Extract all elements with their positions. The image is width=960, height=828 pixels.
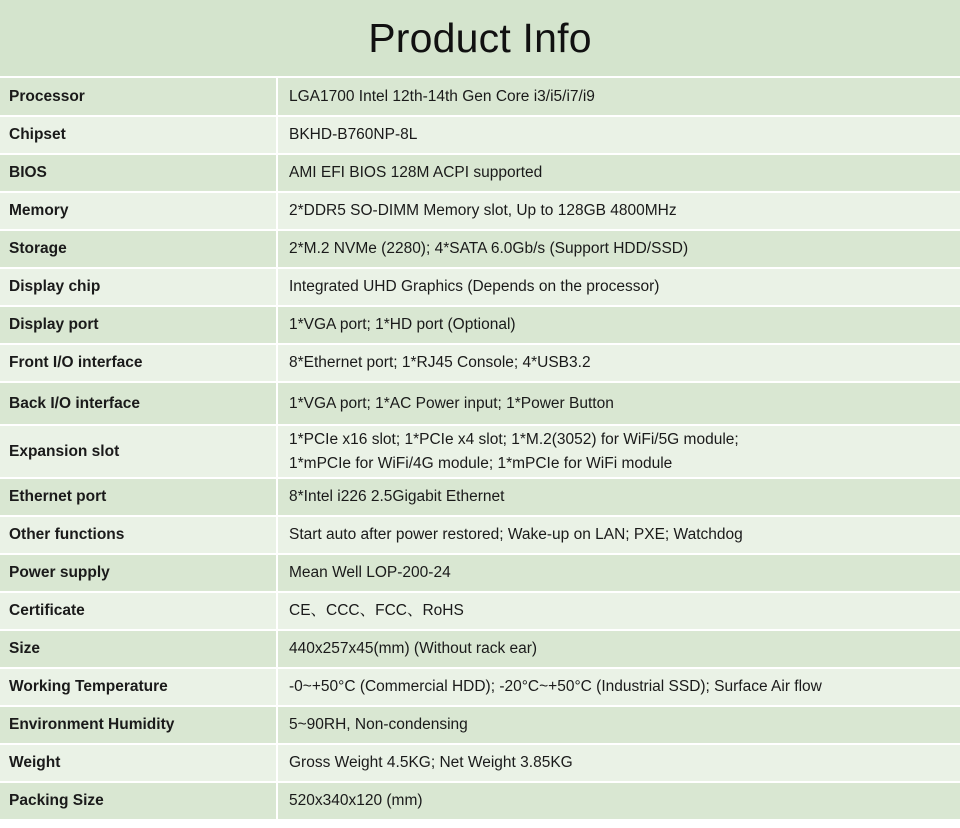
spec-value-display-port: 1*VGA port; 1*HD port (Optional) [277,306,960,344]
spec-label-display-port: Display port [0,306,277,344]
table-row [0,592,960,630]
spec-value-environment-humidity: 5~90RH, Non-condensing [277,706,960,744]
spec-value-expansion-slot [277,425,960,478]
spec-label-certificate: Certificate [0,592,277,630]
spec-label-processor: Processor [0,78,277,116]
table-row [0,382,960,425]
spec-value-processor: LGA1700 Intel 12th-14th Gen Core i3/i5/i7/i9 [277,78,960,116]
spec-value-weight: Gross Weight 4.5KG; Net Weight 3.85KG [277,744,960,782]
table-row [0,478,960,516]
table-row [0,744,960,782]
spec-value-line: 1*PCIe x16 slot; 1*PCIe x4 slot; 1*M.2(3052) for WiFi/5G module; [289,430,739,448]
spec-label-bios: BIOS [0,154,277,192]
spec-label-environment-humidity: Environment Humidity [0,706,277,744]
title-bar [0,0,960,78]
spec-value-display-chip: Integrated UHD Graphics (Depends on the processor) [277,268,960,306]
spec-value-front-io: 8*Ethernet port; 1*RJ45 Console; 4*USB3.2 [277,344,960,382]
table-row [0,630,960,668]
spec-value-working-temperature: -0~+50°C (Commercial HDD); -20°C~+50°C (Industrial SSD); Surface Air flow [277,668,960,706]
table-row [0,782,960,820]
spec-value-bios: AMI EFI BIOS 128M ACPI supported [277,154,960,192]
spec-label-working-temperature: Working Temperature [0,668,277,706]
spec-value-chipset: BKHD-B760NP-8L [277,116,960,154]
table-row [0,554,960,592]
page-title: Product Info [368,14,592,61]
spec-value-ethernet-port: 8*Intel i226 2.5Gigabit Ethernet [277,478,960,516]
spec-value-memory: 2*DDR5 SO-DIMM Memory slot, Up to 128GB 4800MHz [277,192,960,230]
table-row [0,268,960,306]
spec-label-packing-size: Packing Size [0,782,277,820]
table-row [0,192,960,230]
spec-label-power-supply: Power supply [0,554,277,592]
spec-label-chipset: Chipset [0,116,277,154]
spec-value-other-functions: Start auto after power restored; Wake-up on LAN; PXE; Watchdog [277,516,960,554]
spec-label-size: Size [0,630,277,668]
table-row [0,154,960,192]
spec-label-display-chip: Display chip [0,268,277,306]
spec-value-back-io: 1*VGA port; 1*AC Power input; 1*Power Button [277,382,960,425]
spec-label-other-functions: Other functions [0,516,277,554]
spec-label-storage: Storage [0,230,277,268]
spec-value-storage: 2*M.2 NVMe (2280); 4*SATA 6.0Gb/s (Support HDD/SSD) [277,230,960,268]
table-row [0,706,960,744]
spec-label-back-io: Back I/O interface [0,382,277,425]
table-row [0,668,960,706]
table-row [0,425,960,478]
spec-label-ethernet-port: Ethernet port [0,478,277,516]
table-row [0,116,960,154]
spec-value-size: 440x257x45(mm) (Without rack ear) [277,630,960,668]
spec-label-front-io: Front I/O interface [0,344,277,382]
table-row [0,78,960,116]
spec-label-weight: Weight [0,744,277,782]
spec-value-power-supply: Mean Well LOP-200-24 [277,554,960,592]
table-row [0,516,960,554]
spec-value-line: 1*mPCIe for WiFi/4G module; 1*mPCIe for WiFi module [289,454,673,472]
spec-table [0,78,960,821]
spec-label-memory: Memory [0,192,277,230]
table-row [0,230,960,268]
spec-label-expansion-slot: Expansion slot [0,425,277,478]
table-row [0,344,960,382]
spec-value-packing-size: 520x340x120 (mm) [277,782,960,820]
table-row [0,306,960,344]
spec-value-certificate: CE、CCC、FCC、RoHS [277,592,960,630]
